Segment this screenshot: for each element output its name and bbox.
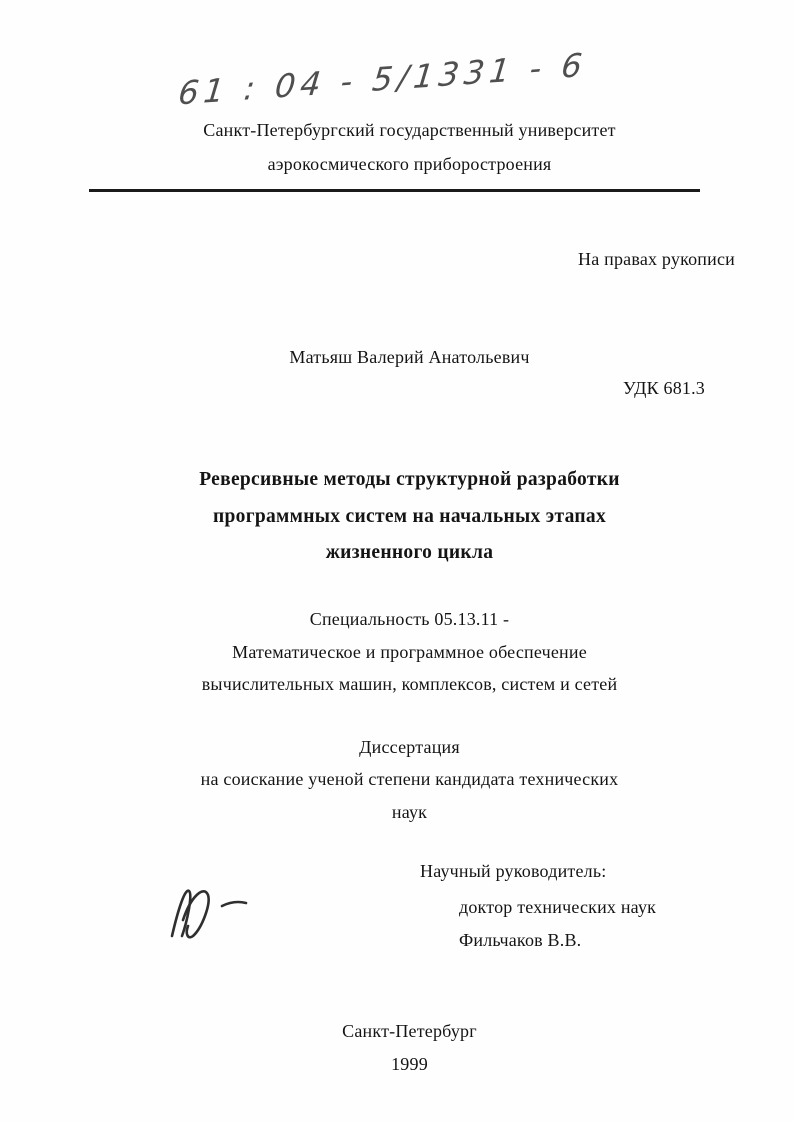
specialty-name-line1: Математическое и программное обеспечение	[232, 642, 587, 662]
dissertation-title-line2: программных систем на начальных этапах	[212, 506, 607, 527]
thesis-type-line: Диссертация	[359, 737, 460, 757]
handwritten-signature	[158, 876, 278, 952]
university-name-line2: аэрокосмического приборостроения	[267, 154, 552, 174]
dissertation-title-line3: жизненного цикла	[325, 542, 494, 563]
publication-year: 1999	[391, 1054, 428, 1074]
university-name-line1: Санкт-Петербургский государственный университет	[203, 120, 616, 140]
thesis-degree-line1: на соискание ученой степени кандидата технических	[200, 769, 619, 789]
author-name: Матьяш Валерий Анатольевич	[289, 347, 530, 367]
horizontal-rule	[89, 189, 700, 192]
manuscript-rights-note: На правах рукописи	[578, 249, 735, 269]
handwritten-inventory-number: 61 : 04 - 5/1331 - 6	[176, 45, 589, 113]
udk-code: УДК 681.3	[622, 378, 705, 398]
specialty-name-line2: вычислительных машин, комплексов, систем и сетей	[201, 674, 618, 694]
supervisor-degree: доктор технических наук	[459, 897, 657, 917]
specialty-code-line: Специальность 05.13.11 -	[309, 609, 510, 629]
supervisor-name: Фильчаков В.В.	[459, 930, 582, 950]
thesis-degree-line2: наук	[391, 802, 428, 822]
dissertation-title-line1: Реверсивные методы структурной разработки	[199, 469, 620, 490]
supervisor-label: Научный руководитель:	[420, 861, 607, 881]
publication-city: Санкт-Петербург	[342, 1021, 477, 1041]
